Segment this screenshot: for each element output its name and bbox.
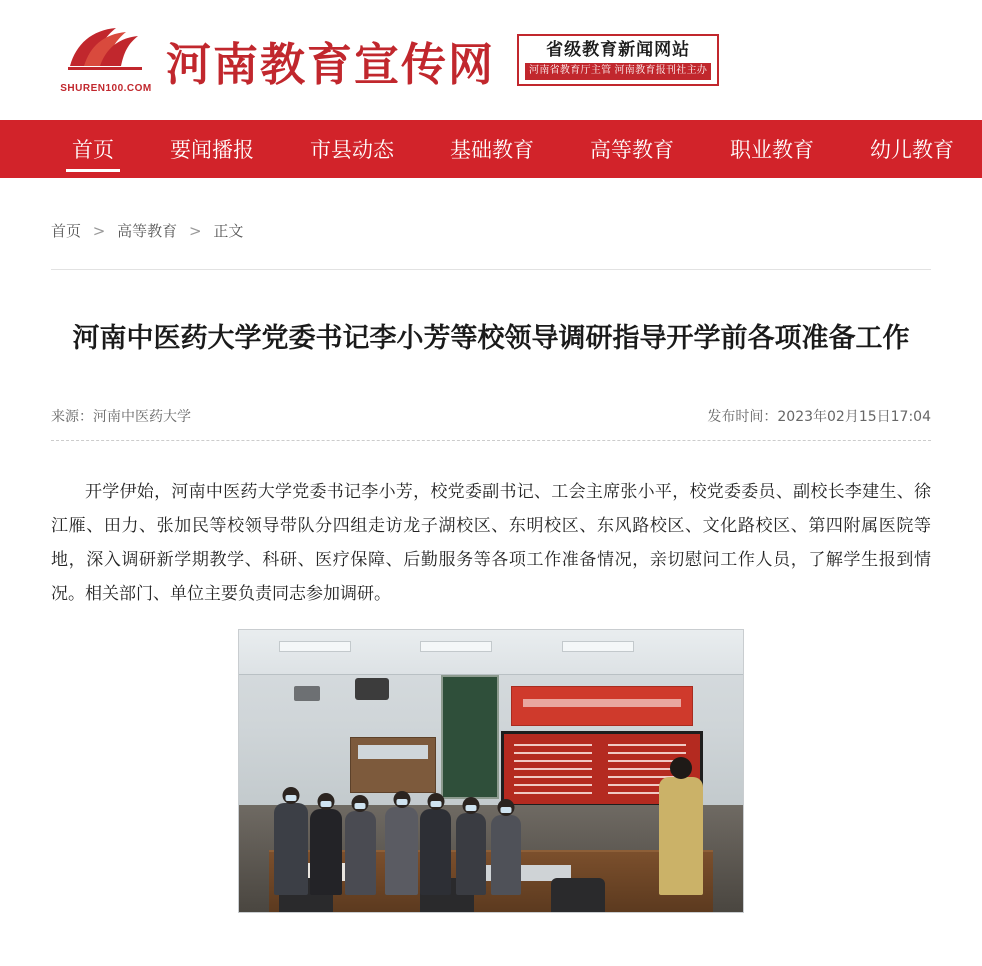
page-title: 河南中医药大学党委书记李小芳等校领导调研指导开学前各项准备工作 (72, 323, 910, 354)
breadcrumb-separator-1: > (92, 222, 106, 240)
article-source: 来源：河南中医药大学 (51, 408, 191, 425)
breadcrumb-home[interactable]: 首页 (51, 222, 82, 240)
main-navigation[interactable] (0, 120, 982, 178)
breadcrumb-section[interactable]: 高等教育 (117, 222, 178, 240)
badge-subtitle: 河南省教育厅主管 河南教育报刊社主办 (525, 63, 711, 80)
official-site-badge (517, 34, 719, 86)
article-paragraph: 开学伊始，河南中医药大学党委书记李小芳，校党委副书记、工会主席张小平，校党委委员、副校长李建生、徐江雁、田力、张加民等校领导带队分四组走访龙子湖校区、东明校区、东风路校区、文化路校区、第四附属医院等地，深入调研新学期教学、科研、医疗保障、后勤服务等各项工作准备情况，亲切慰问工作人员，了解学生报到情况。相关部门、单位主要负责同志参加调研。 (51, 481, 931, 604)
article-photo (238, 629, 744, 913)
logo-caption: SHUREN100.COM (60, 83, 152, 94)
nav-item-preschool-education[interactable]: 幼儿教育 (870, 138, 954, 162)
flame-swoosh-logo-icon (60, 24, 152, 96)
breadcrumb (51, 220, 931, 270)
nav-item-home[interactable]: 首页 (44, 120, 142, 178)
site-title: 河南教育宣传网 (166, 37, 496, 91)
nav-item-news-broadcast[interactable]: 要闻播报 (170, 138, 254, 162)
badge-title: 省级教育新闻网站 (546, 40, 691, 60)
breadcrumb-separator-2: > (188, 222, 202, 240)
breadcrumb-current: 正文 (213, 222, 244, 240)
article-page (51, 178, 931, 913)
nav-item-vocational-education[interactable]: 职业教育 (730, 138, 814, 162)
nav-item-basic-education[interactable]: 基础教育 (450, 138, 534, 162)
article-meta (51, 406, 931, 440)
site-logo[interactable] (60, 24, 495, 96)
site-header (0, 0, 982, 120)
article-publish-time: 发布时间：2023年02月15日17:04 (707, 408, 931, 425)
nav-item-city-county[interactable]: 市县动态 (310, 138, 394, 162)
nav-item-higher-education[interactable]: 高等教育 (590, 138, 674, 162)
article-figure (238, 629, 744, 913)
meta-divider (51, 440, 931, 441)
article-body (51, 475, 931, 913)
